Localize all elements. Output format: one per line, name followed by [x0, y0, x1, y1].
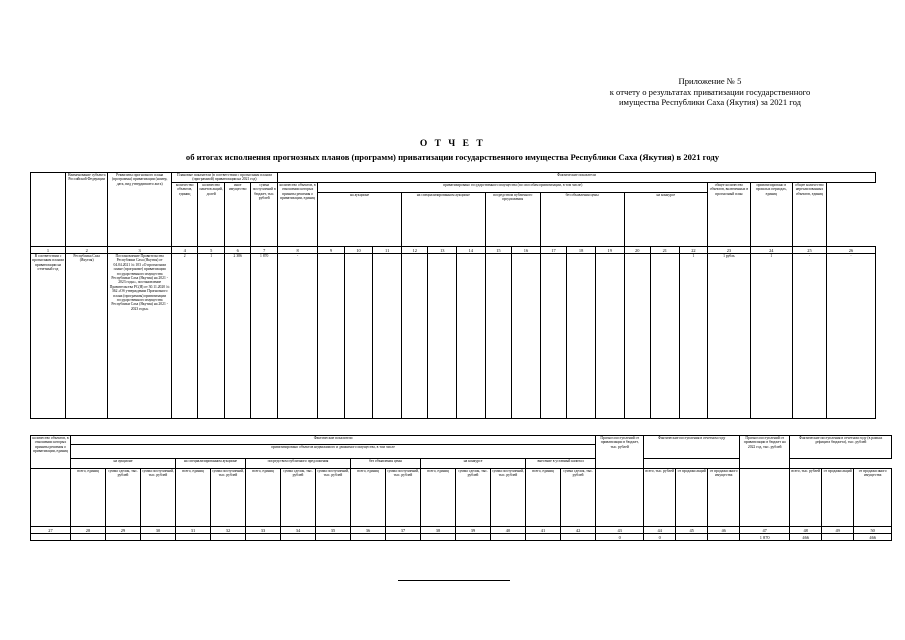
cell-notsold: - — [793, 254, 827, 419]
column-number: 18 — [567, 247, 596, 254]
subheader-from-shares: от продажи акций — [822, 469, 854, 527]
cell-empty — [526, 534, 561, 541]
column-number: 19 — [595, 247, 624, 254]
column-number: 37 — [386, 527, 421, 534]
cell-empty — [401, 254, 428, 419]
column-number: 5 — [198, 247, 225, 254]
table-row — [31, 254, 876, 419]
column-number: 20 — [624, 247, 651, 254]
cell-empty — [708, 534, 740, 541]
cell-empty — [561, 534, 596, 541]
subheader-sum: сумма сделок, тыс. рублей — [281, 469, 316, 527]
column-number: 22 — [679, 247, 708, 254]
header-fact-other-total: общее количество объектов, включенных в прогнозный план — [708, 183, 750, 247]
column-number: 30 — [141, 527, 176, 534]
column-number: 46 — [708, 527, 740, 534]
column-number: 27 — [31, 527, 71, 534]
cell-empty — [540, 254, 567, 419]
column-number: 12 — [401, 247, 428, 254]
cell-empty — [421, 534, 456, 541]
header-way-spec: на специализированном аукционе — [401, 193, 485, 247]
header-plan-units: количество объектов, единиц — [171, 183, 198, 247]
report-table-bottom — [30, 435, 892, 541]
cell-plan-sum: 1 870 — [251, 254, 278, 419]
header-period — [31, 173, 66, 247]
cell-empty — [485, 254, 512, 419]
column-number: 50 — [854, 527, 892, 534]
column-number: 13 — [428, 247, 457, 254]
header-way-capital: внесение в уставный капитал — [526, 459, 596, 469]
header-fact-share: общее количество нереализованных объектов, единиц — [793, 183, 827, 247]
column-number: 28 — [71, 527, 106, 534]
header-way-contest: на конкурсе — [421, 459, 526, 469]
cell-period: В соответствии с прогнозным планом приватизации на отчетный год — [31, 254, 66, 419]
subheader-from-shares: от продажи акций — [676, 469, 708, 527]
subheader-rev: сумма поступлений, тыс. рублей — [386, 469, 421, 527]
subheader-sum: сумма сделок, тыс. рублей — [561, 469, 596, 527]
header-paid: Фактические поступления в отчетном году — [644, 436, 740, 459]
subheader-empty — [31, 469, 71, 527]
header-plan-sum: сумма поступлений в бюджет, тыс. рублей — [251, 183, 278, 247]
cell-empty — [351, 534, 386, 541]
cell-empty — [676, 534, 708, 541]
cell-empty — [651, 254, 680, 419]
header-plan: Плановые показатели (в соответствии с прогнозным планом (программой) приватизации на 2021 год) — [171, 173, 277, 183]
column-number: 26 — [826, 247, 875, 254]
cell-empty — [822, 534, 854, 541]
cell-paid-total: 0 — [644, 534, 676, 541]
cell-subject: Республика Саха (Якутия) — [65, 254, 107, 419]
header-subject: Наименование субъекта Российской Федерации — [65, 173, 107, 247]
cell-fact-recv-other: 466 — [854, 534, 892, 541]
header-way-public: посредством публичного предложения — [485, 193, 540, 247]
cell-empty — [491, 534, 526, 541]
cell-empty — [595, 254, 624, 419]
appendix-note — [560, 76, 860, 108]
subheader-empty — [740, 469, 790, 527]
column-number: 7 — [251, 247, 278, 254]
cell-empty — [71, 534, 106, 541]
header-fact-total: количество объектов, в отношении которых приняты решения о приватизации, единиц — [277, 183, 317, 247]
column-number: 21 — [651, 247, 680, 254]
header-way-noprice: без объявления цены — [540, 193, 624, 247]
header-docs: Реквизиты прогнозного плана (программы) приватизации (номер, дата, вид утвердившего акта) — [108, 173, 172, 247]
cell-empty — [512, 254, 541, 419]
report-subtitle: об итогах исполнения прогнозных планов (программ) приватизации государственного имущества Республики Саха (Якутия) в 2021 году — [185, 152, 720, 162]
column-number: 42 — [561, 527, 596, 534]
column-number: 3 — [108, 247, 172, 254]
cell-empty — [373, 254, 402, 419]
header-fact: Фактические показатели — [277, 173, 875, 183]
column-number: 2 — [65, 247, 107, 254]
column-number: 36 — [351, 527, 386, 534]
subheader-rev: сумма поступлений, тыс. рублей — [316, 469, 351, 527]
cell-plan-shares: 1 — [198, 254, 225, 419]
report-table-main — [30, 172, 876, 419]
cell-empty — [281, 534, 316, 541]
cell-other-total: 1 — [750, 254, 792, 419]
header-plan-other: иное имущество — [224, 183, 251, 247]
appendix-line-3: имущества Республики Саха (Якутия) за 2021 год — [618, 97, 802, 107]
column-number: 4 — [171, 247, 198, 254]
column-number: 31 — [176, 527, 211, 534]
footnote-separator — [398, 580, 510, 581]
appendix-line-1: Приложение № 5 — [678, 76, 742, 86]
cell-empty — [141, 534, 176, 541]
column-number: 6 — [224, 247, 251, 254]
column-number: 17 — [540, 247, 567, 254]
header-total-objects: количество объектов, в отношении которых приняты решения о приватизации, единиц — [31, 436, 71, 469]
header-forecast-next: Прогноз поступлений от приватизации в бюджет на 2022 год, тыс. рублей — [740, 436, 790, 469]
cell-empty — [211, 534, 246, 541]
column-number: 34 — [281, 527, 316, 534]
header-way-spec: на специализированном аукционе — [176, 459, 246, 469]
header-forecast-income: Прогноз поступлений от приватизации в бюджет, тыс. рублей — [596, 436, 644, 469]
column-number: 49 — [822, 527, 854, 534]
column-number: 8 — [277, 247, 317, 254]
column-number: 32 — [211, 527, 246, 534]
column-number: 9 — [318, 247, 345, 254]
cell-empty — [344, 254, 373, 419]
cell-empty — [316, 534, 351, 541]
header-ways: приватизировано объектов недвижимого и движимого имущества, в том числе — [71, 445, 596, 459]
totals-row — [31, 534, 892, 541]
subheader-total: всего, тыс. рублей — [644, 469, 676, 527]
header-fact-ways: приватизировано государственного имущества (по способам приватизации, в том числе) — [318, 183, 708, 193]
column-number: 48 — [790, 527, 822, 534]
subheader-sum: сумма сделок, тыс. рублей — [456, 469, 491, 527]
subheader-empty — [596, 469, 644, 527]
subheader-rev: сумма поступлений, тыс. рублей — [491, 469, 526, 527]
header-fact-recv: Фактические поступления в отчетном году (в рамках дефицита бюджета), тыс. рублей — [790, 436, 892, 459]
column-number: 23 — [708, 247, 750, 254]
column-number: 35 — [316, 527, 351, 534]
cell-empty — [106, 534, 141, 541]
cell-forecast-income: 0 — [596, 534, 644, 541]
cell-plan-units: 2 — [171, 254, 198, 419]
subheader-units: всего, единиц — [176, 469, 211, 527]
cell-empty — [176, 534, 211, 541]
cell-capital-units: 1 — [679, 254, 708, 419]
header-fact-notsold: приватизировано в прошлых периодах, единиц — [750, 183, 792, 247]
column-numbers-row — [31, 247, 876, 254]
column-number: 29 — [106, 527, 141, 534]
header-way-auction: на аукционе — [318, 193, 402, 247]
cell-empty — [428, 254, 457, 419]
cell-forecast-next: 1 870 — [740, 534, 790, 541]
header-plan-shares: количество пакетов акций, долей — [198, 183, 225, 247]
header-way-auction: на аукционе — [71, 459, 176, 469]
subheader-units: всего, единиц — [421, 469, 456, 527]
subheader-total: всего, тыс. рублей — [790, 469, 822, 527]
subheader-rev: сумма поступлений, тыс. рублей — [141, 469, 176, 527]
subheader-units: всего, единиц — [246, 469, 281, 527]
cell-fact-recv-total: 466 — [790, 534, 822, 541]
header-fact: Фактические показатели — [71, 436, 596, 445]
column-number: 43 — [596, 527, 644, 534]
column-number: 11 — [373, 247, 402, 254]
cell-empty — [567, 254, 596, 419]
column-number: 15 — [485, 247, 512, 254]
cell-share: - — [826, 254, 875, 419]
cell-empty — [246, 534, 281, 541]
column-number: 45 — [676, 527, 708, 534]
column-number: 40 — [491, 527, 526, 534]
subheader-rev: сумма поступлений, тыс. рублей — [211, 469, 246, 527]
column-numbers-row — [31, 527, 892, 534]
column-number: 16 — [512, 247, 541, 254]
column-number: 1 — [31, 247, 66, 254]
cell-docs: Постановление Правительства Республики Саха (Якутия) от 04.04.2021 № 103 «О прогнозном плане (программе) приватизации государственного имущества Республики Саха (Якутия) на 2021 - 2023 годы», постановление Правительства РС(Я) от 30.11.2020 № 362 «Об утверждении Прогнозного плана (программы) приватизации государственного имущества Республики Саха (Якутия) на 2021 - 2023 годы» — [108, 254, 172, 419]
column-number: 14 — [457, 247, 486, 254]
cell-capital-sum: 1 рубль — [708, 254, 750, 419]
subheader-units: всего, единиц — [526, 469, 561, 527]
header-way-contest: на конкурсе — [624, 193, 708, 247]
cell-empty — [456, 534, 491, 541]
cell-empty — [31, 534, 71, 541]
column-number: 44 — [644, 527, 676, 534]
header-way-public: посредством публичного предложения — [246, 459, 351, 469]
column-number: 41 — [526, 527, 561, 534]
column-number: 25 — [793, 247, 827, 254]
cell-empty — [624, 254, 651, 419]
subheader-row — [31, 469, 892, 527]
column-number: 38 — [421, 527, 456, 534]
column-number: 39 — [456, 527, 491, 534]
cell-plan-other: 2 386 — [224, 254, 251, 419]
header-way-noprice: без объявления цены — [351, 459, 421, 469]
column-number: 24 — [750, 247, 792, 254]
subheader-sum: сумма сделок, тыс. рублей — [106, 469, 141, 527]
subheader-units: всего, единиц — [71, 469, 106, 527]
subheader-from-other: от продажи иного имущества — [708, 469, 740, 527]
column-number: 33 — [246, 527, 281, 534]
column-number: 10 — [344, 247, 373, 254]
report-heading: О Т Ч Е Т — [419, 139, 486, 149]
cell-fact-total: - — [277, 254, 317, 419]
subheader-from-other: от продажи иного имущества — [854, 469, 892, 527]
cell-empty — [318, 254, 345, 419]
appendix-line-2: к отчету о результатах приватизации государственного — [609, 86, 811, 97]
column-number: 47 — [740, 527, 790, 534]
cell-empty — [457, 254, 486, 419]
subheader-units: всего, единиц — [351, 469, 386, 527]
cell-empty — [386, 534, 421, 541]
